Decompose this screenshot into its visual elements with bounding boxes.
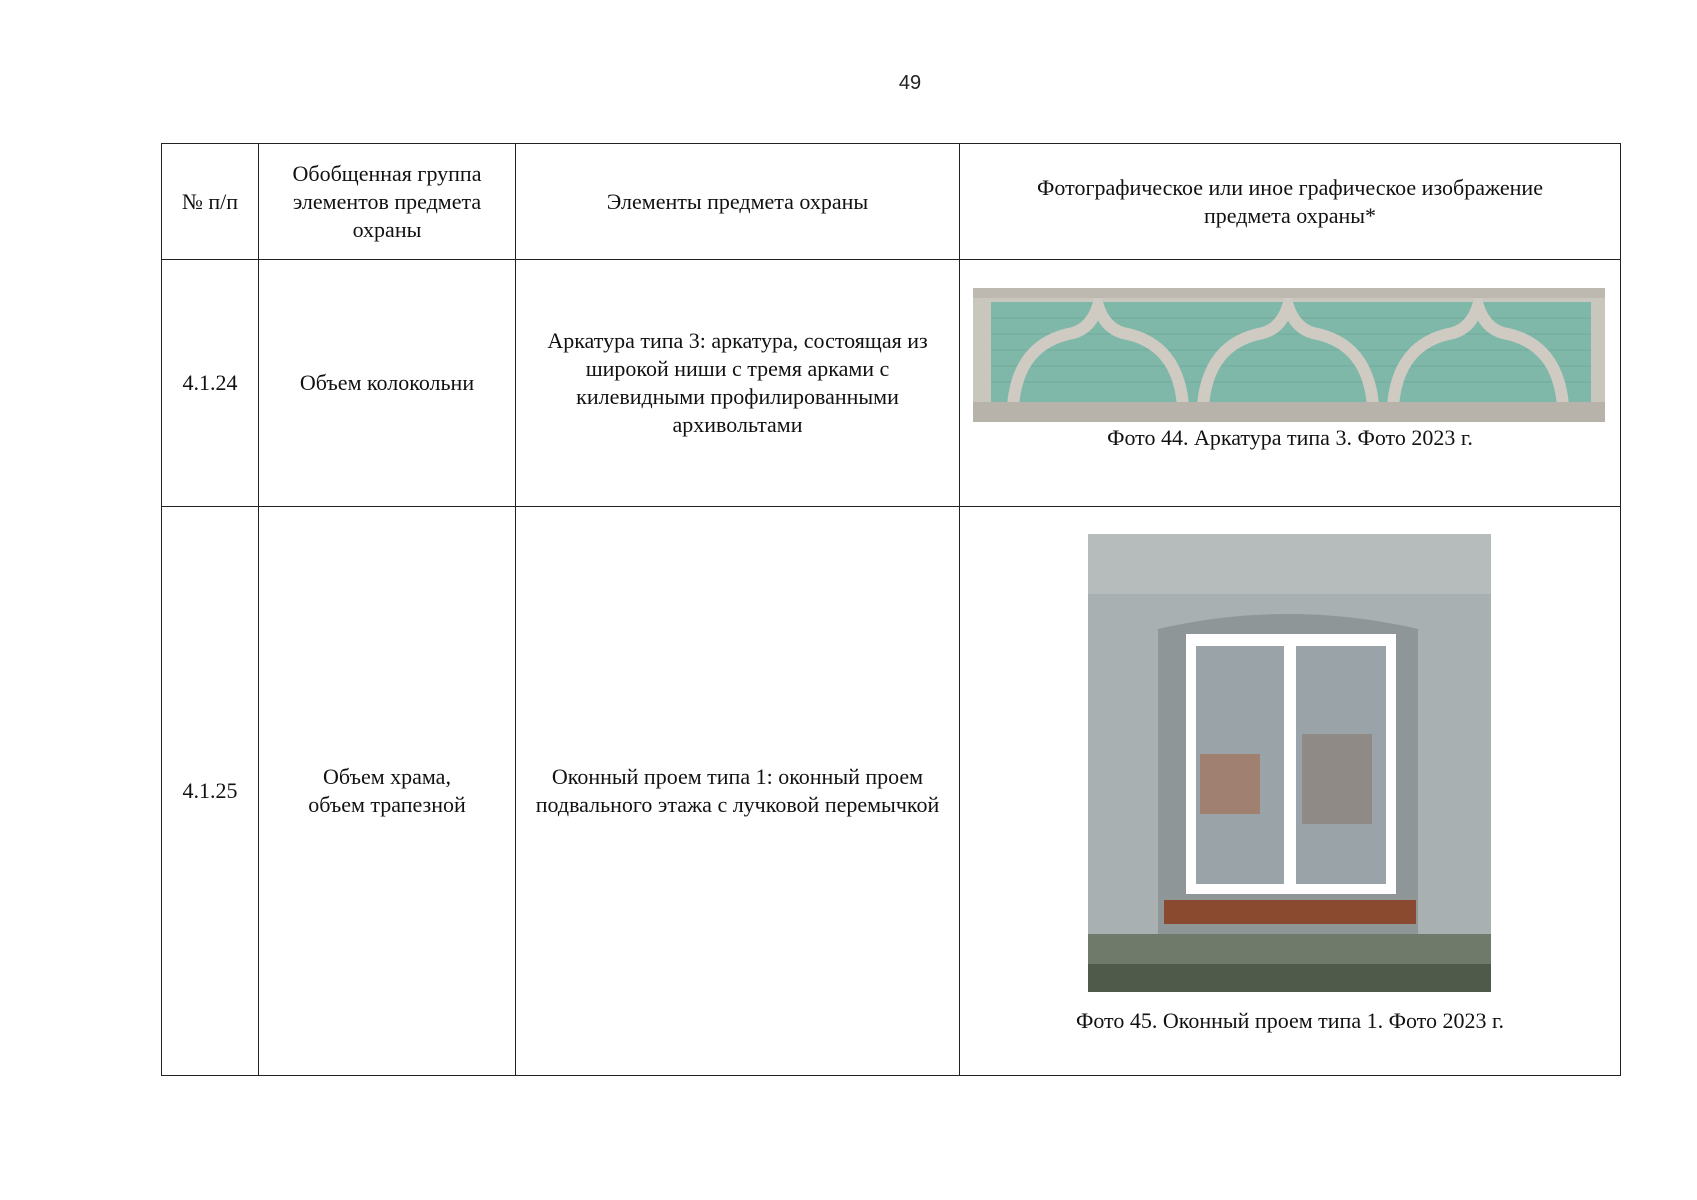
table-header-row [162, 144, 1621, 260]
row-element: Аркатура типа 3: аркатура, состоящая из широкой ниши с тремя арками с килевидными профилированными архивольтами [547, 328, 928, 437]
window-photo [1088, 534, 1491, 992]
protection-elements-table [161, 143, 1621, 1076]
header-elements: Элементы предмета охраны [606, 188, 869, 214]
header-image: Фотографическое или иное графическое изображение предмета охраны* [1037, 174, 1543, 228]
photo-cell [960, 507, 1621, 1076]
header-group: Обобщенная группа элементов предмета охраны [292, 160, 482, 242]
photo-caption: Фото 45. Оконный проем типа 1. Фото 2023 г. [1075, 1008, 1505, 1033]
table-row [162, 507, 1621, 1076]
page-number: 49 [898, 72, 922, 94]
row-group: Объем колокольни [299, 370, 475, 395]
row-number: 4.1.25 [182, 778, 238, 803]
row-element: Оконный проем типа 1: оконный проем подвального этажа с лучковой перемычкой [535, 764, 940, 817]
table-row [162, 260, 1621, 507]
photo-caption: Фото 44. Аркатура типа 3. Фото 2023 г. [1107, 425, 1473, 450]
row-number: 4.1.24 [182, 370, 238, 395]
arcature-photo [973, 288, 1605, 422]
photo-cell [960, 260, 1621, 507]
row-group: Объем храма, объем трапезной [308, 764, 466, 817]
header-number: № п/п [181, 188, 239, 214]
